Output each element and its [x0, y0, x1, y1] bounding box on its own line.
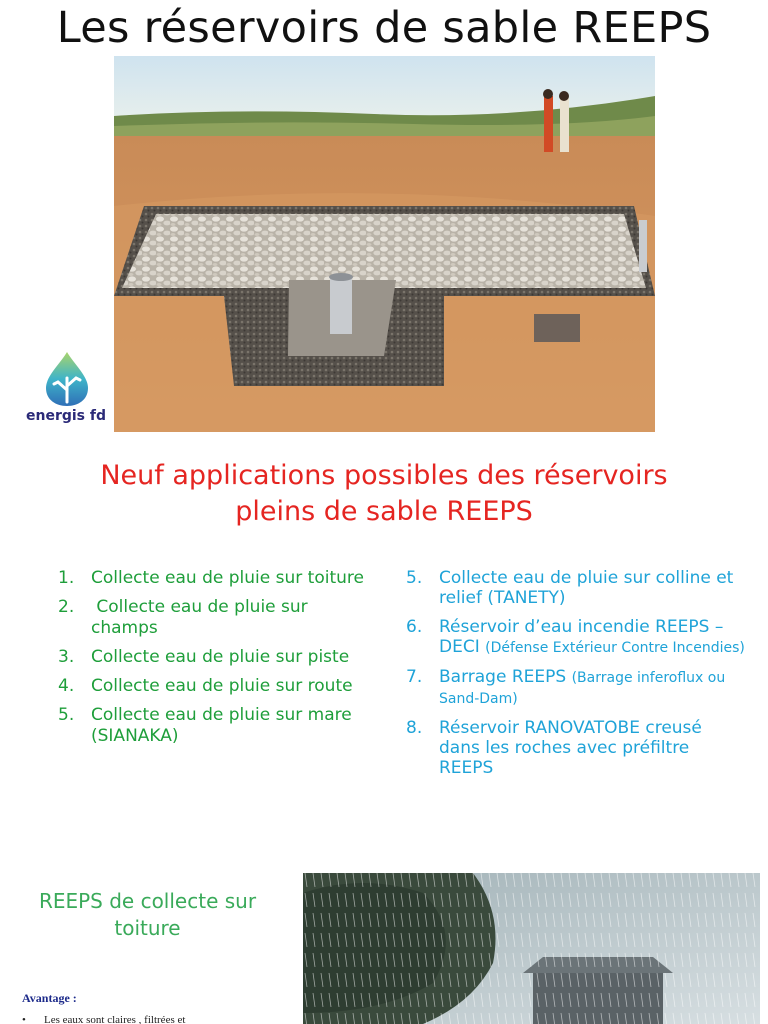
list-item-note: (Barrage inferoflux ou Sand-Dam): [439, 670, 726, 707]
list-item: [58, 705, 378, 747]
logo-text: energis fd: [25, 408, 106, 424]
list-item-text: Barrage REEPS: [439, 667, 567, 687]
list-item-text: Collecte eau de pluie sur toiture: [91, 568, 364, 588]
advantage-bullet: [22, 1014, 282, 1024]
list-item-content: [439, 617, 746, 658]
list-item-number: 5.: [58, 705, 75, 725]
applications-list-right: [406, 568, 746, 787]
section-title-line-1: REEPS de collecte sur: [38, 889, 257, 913]
section-title-line-2: toiture: [114, 916, 181, 940]
subtitle-line-2: pleins de sable REEPS: [235, 496, 533, 527]
list-item-text: Réservoir d’eau incendie REEPS – DECI: [439, 617, 724, 657]
subtitle-line-1: Neuf applications possibles des réservoirs: [100, 460, 668, 491]
advantage-label: Avantage :: [22, 991, 77, 1005]
list-item-note: (Défense Extérieur Contre Incendies): [485, 640, 745, 656]
energis-logo: [24, 350, 108, 428]
list-item-number: 4.: [58, 676, 75, 696]
list-item: [58, 676, 378, 697]
list-item-number: 8.: [406, 718, 423, 738]
list-item-number: 1.: [58, 568, 75, 588]
bullet-icon: •: [22, 1014, 26, 1024]
list-item-number: 3.: [58, 647, 75, 667]
list-item-number: 6.: [406, 617, 423, 637]
section-heading: [60, 458, 708, 530]
list-item-text: Collecte eau de pluie sur colline et relief (TANETY): [439, 568, 734, 608]
list-item: [58, 647, 378, 668]
list-item: [406, 718, 746, 778]
list-item-text: Réservoir RANOVATOBE creusé dans les roches avec préfiltre REEPS: [439, 718, 702, 778]
applications-list-left: [58, 568, 378, 755]
list-item: [406, 667, 746, 709]
list-item-number: 5.: [406, 568, 423, 588]
rooftop-rain-photo: [303, 873, 760, 1024]
bullet-text: Les eaux sont claires , filtrées et: [44, 1014, 186, 1024]
list-item: [58, 568, 378, 589]
list-item-content: [439, 667, 746, 709]
list-item: [406, 617, 746, 658]
list-item-text: Collecte eau de pluie sur route: [91, 676, 353, 696]
list-item: [406, 568, 746, 608]
rooftop-section-title: [20, 888, 275, 942]
list-item-text: Collecte eau de pluie sur champs: [91, 597, 314, 638]
list-item: [58, 597, 378, 639]
sand-reservoir-construction-photo: [114, 56, 655, 432]
list-item-text: Collecte eau de pluie sur mare (SIANAKA): [91, 705, 352, 746]
list-item-number: 2.: [58, 597, 75, 617]
water-drop-tree-icon: [44, 350, 90, 408]
list-item-number: 7.: [406, 667, 423, 687]
page-title: Les réservoirs de sable REEPS: [56, 3, 712, 53]
list-item-text: Collecte eau de pluie sur piste: [91, 647, 350, 667]
